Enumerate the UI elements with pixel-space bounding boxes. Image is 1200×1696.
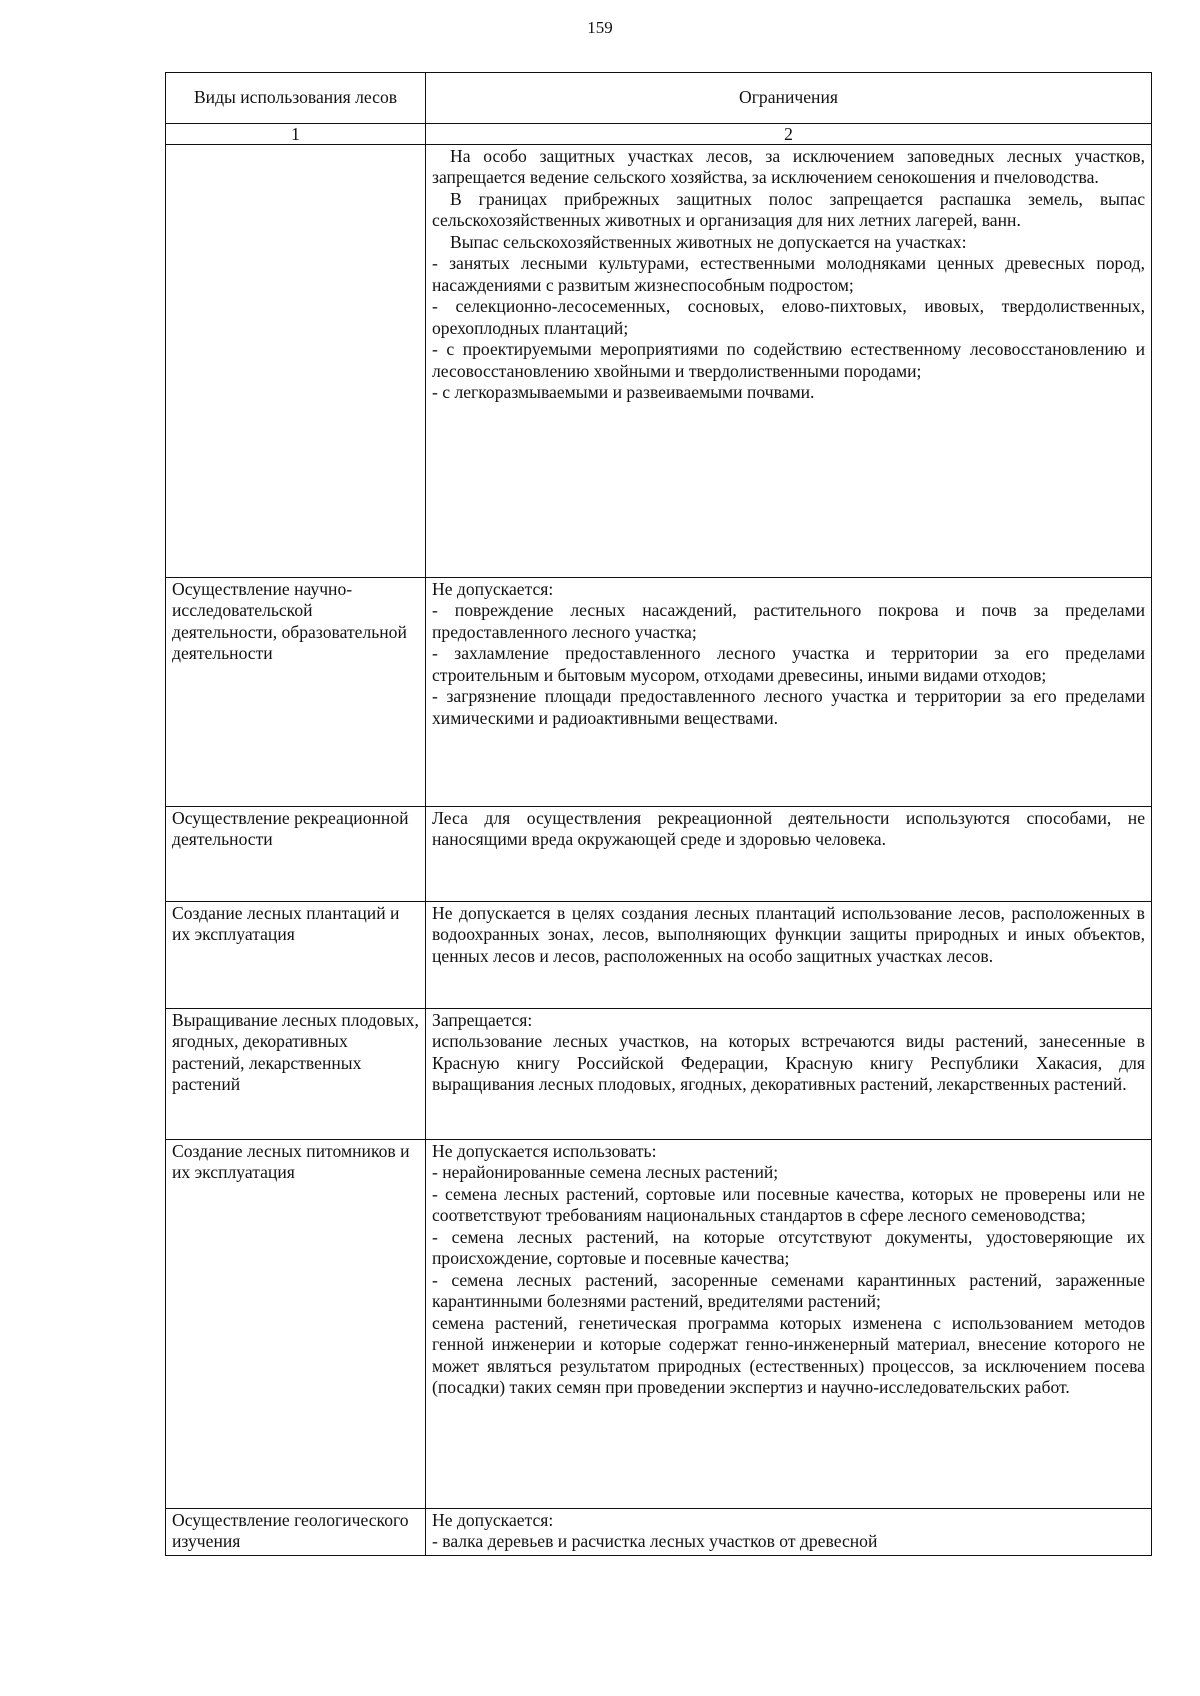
- restriction-text: [426, 1509, 1152, 1556]
- restriction-text: [426, 1009, 1152, 1140]
- restriction-text: [426, 1140, 1152, 1509]
- header-col-restrictions: Ограничения: [426, 73, 1152, 124]
- paragraph: - с проектируемыми мероприятиями по содействию естественному лесовосстановлению и лесовосстановлению хвойными и твердолиственными породами;: [432, 339, 1145, 381]
- paragraph: В границах прибрежных защитных полос запрещается распашка земель, выпас сельскохозяйственных животных и организация для них летних лагерей, ванн.: [432, 188, 1145, 231]
- usage-type: [166, 145, 426, 578]
- paragraph: - семена лесных растений, сортовые или посевные качества, которых не проверены или не соответствуют требованиям национальных стандартов в сфере лесного семеноводства;: [432, 1183, 1145, 1226]
- usage-type: Создание лесных питомников и их эксплуатация: [166, 1140, 426, 1509]
- paragraph: Не допускается:: [432, 1510, 554, 1530]
- table-row: [166, 902, 1152, 1009]
- paragraph: - семена лесных растений, на которые отсутствуют документы, удостоверяющие их происхождение, сортовые и посевные качества;: [432, 1226, 1145, 1269]
- page-number: 159: [587, 18, 613, 37]
- header-col-types: Виды использования лесов: [166, 73, 426, 124]
- paragraph: Не допускается:: [432, 579, 554, 599]
- usage-type: Создание лесных плантаций и их эксплуатация: [166, 902, 426, 1009]
- usage-type: Выращивание лесных плодовых, ягодных, декоративных растений, лекарственных растений: [166, 1009, 426, 1140]
- usage-type: Осуществление научно-исследовательской деятельности, образовательной деятельности: [166, 578, 426, 807]
- paragraph: - повреждение лесных насаждений, растительного покрова и почв за пределами предоставленного лесного участка;: [432, 600, 1145, 642]
- usage-type: Осуществление геологического изучения: [166, 1509, 426, 1556]
- header-row: [166, 73, 1152, 124]
- paragraph: Запрещается:: [432, 1010, 533, 1030]
- table-row: [166, 1009, 1152, 1140]
- paragraph: использование лесных участков, на которых встречаются виды растений, занесенные в Красную книгу Российской Федерации, Красную книгу Республики Хакасия, для выращивания лесных плодовых, ягодных, декоративных растений, лекарственных растений.: [432, 1031, 1145, 1095]
- paragraph: - захламление предоставленного лесного участка и территории за его пределами строительным и бытовым мусором, отходами древесины, иными видами отходов;: [432, 643, 1145, 685]
- table-row: [166, 807, 1152, 902]
- paragraph: - семена лесных растений, засоренные семенами карантинных растений, зараженные карантинными болезнями растений, вредителями растений;: [432, 1269, 1145, 1312]
- paragraph: - с легкоразмываемыми и развеиваемыми почвами.: [432, 381, 815, 402]
- table-row: [166, 145, 1152, 578]
- paragraph: Леса для осуществления рекреационной деятельности используются способами, не наносящими вреда окружающей среде и здоровью человека.: [432, 808, 1145, 850]
- paragraph: - нерайонированные семена лесных растений;: [432, 1162, 779, 1183]
- paragraph: На особо защитных участках лесов, за исключением заповедных лесных участков, запрещается ведение сельского хозяйства, за исключением сенокошения и пчеловодства.: [432, 146, 1145, 188]
- paragraph: Выпас сельскохозяйственных животных не допускается на участках:: [450, 231, 967, 252]
- restriction-text: [426, 145, 1152, 578]
- column-number-2: 2: [426, 124, 1152, 145]
- paragraph: - загрязнение площади предоставленного лесного участка и территории за его пределами химическими и радиоактивными веществами.: [432, 686, 1145, 728]
- column-number-1: 1: [166, 124, 426, 145]
- paragraph: Не допускается использовать:: [432, 1141, 657, 1161]
- paragraph: Не допускается в целях создания лесных плантаций использование лесов, расположенных в водоохранных зонах, лесов, выполняющих функции защиты природных и иных объектов, ценных лесов и лесов, расположенных на особо защитных участках лесов.: [432, 903, 1145, 966]
- restriction-text: [426, 578, 1152, 807]
- usage-type: Осуществление рекреационной деятельности: [166, 807, 426, 902]
- restriction-text: [426, 807, 1152, 902]
- table-row: [166, 578, 1152, 807]
- paragraph: - валка деревьев и расчистка лесных участков от древесной: [432, 1531, 878, 1552]
- paragraph: - занятых лесными культурами, естественными молодняками ценных древесных пород, насаждениями с развитым жизнеспособным подростом;: [432, 253, 1145, 295]
- restriction-text: [426, 902, 1152, 1009]
- table-row: [166, 1509, 1152, 1556]
- table-row: [166, 1140, 1152, 1509]
- paragraph: семена растений, генетическая программа которых изменена с использованием методов генной инженерии и которые содержат генно-инженерный материал, внесение которого не может являться результатом природных (естественных) процессов, за исключением посева (посадки) таких семян при проведении экспертиз и научно-исследовательских работ.: [432, 1312, 1145, 1397]
- number-row: [166, 124, 1152, 145]
- restrictions-table: [165, 72, 1152, 1556]
- paragraph: - селекционно-лесосеменных, сосновых, елово-пихтовых, ивовых, твердолиственных, орехоплодных плантаций;: [432, 296, 1145, 338]
